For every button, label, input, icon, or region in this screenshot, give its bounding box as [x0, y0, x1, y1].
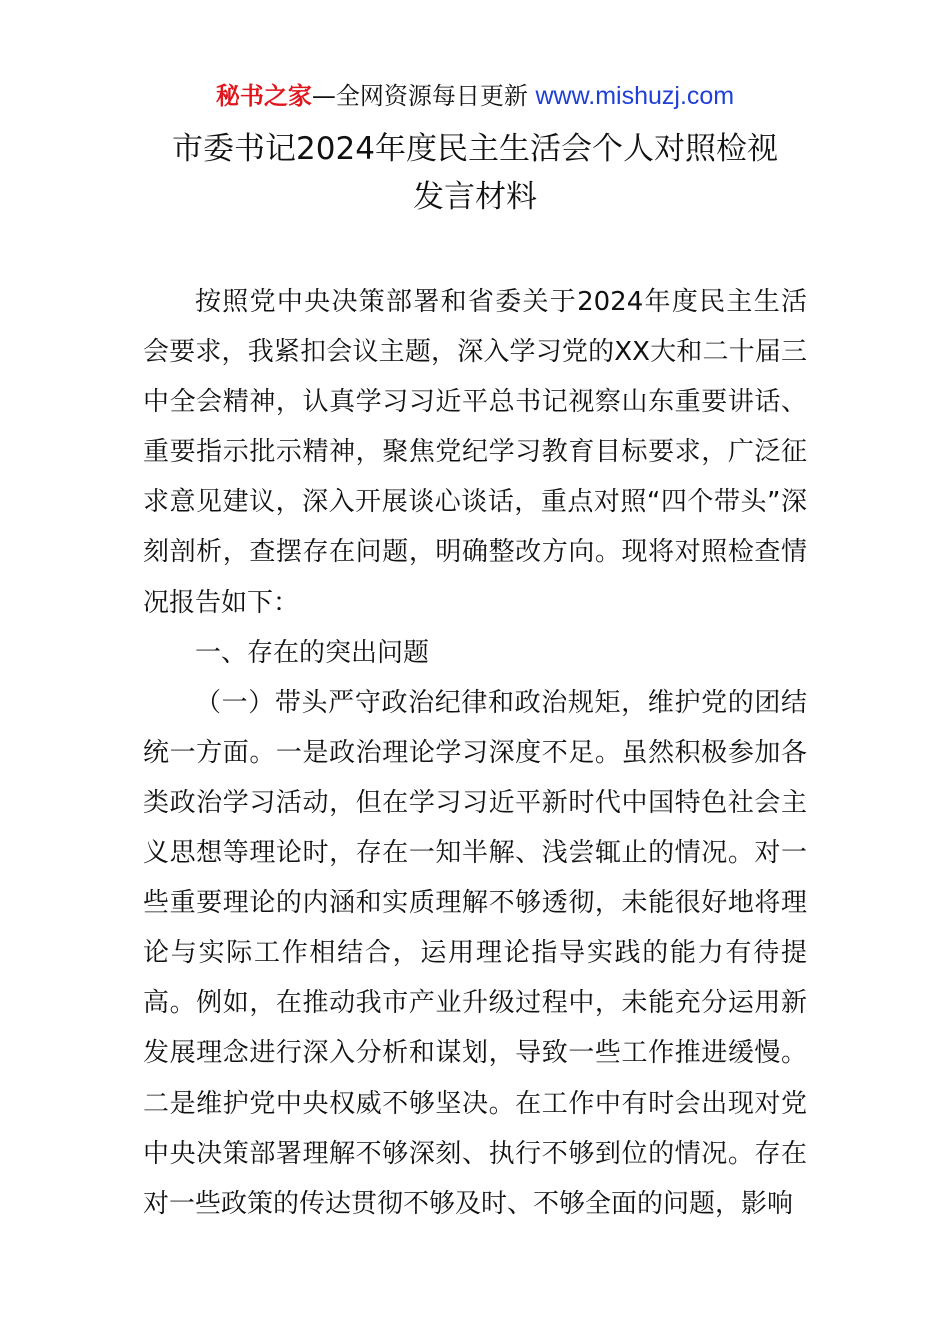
site-header [0, 80, 950, 112]
section-heading-problems: 一、存在的突出问题 [195, 637, 430, 668]
subsection-paragraph-1: （一）带头严守政治纪律和政治规矩，维护党的团结统一方面。一是政治理论学习深度不足。虽然积极参加各类政治学习活动，但在学习习近平新时代中国特色社会主义思想等理论时，存在一知半解、浅尝辄止的情况。对一些重要理论的内涵和实质理解不够透彻，未能很好地将理论与实际工作相结合，运用理论指导实践的能力有待提高。例如，在推动我市产业升级过程中，未能充分运用新发展理念进行深入分析和谋划，导致一些工作推进缓慢。二是维护党中央权威不够坚决。在工作中有时会出现对党中央决策部署理解不够深刻、执行不够到位的情况。存在对一些政策的传达贯彻不够及时、不够全面的问题，影响 [143, 687, 807, 1219]
site-url-link[interactable]: www.mishuzj.com [535, 82, 735, 110]
title-line-1: 市委书记2024年度民主生活会个人对照检视 [172, 131, 778, 167]
header-tagline: —全网资源每日更新 [311, 82, 536, 110]
document-body [143, 277, 807, 1229]
title-line-2: 发言材料 [413, 179, 537, 215]
brand-name: 秘书之家 [215, 82, 312, 110]
intro-paragraph: 按照党中央决策部署和省委关于2024年度民主生活会要求，我紧扣会议主题，深入学习党的XX大和二十届三中全会精神，认真学习习近平总书记视察山东重要讲话、重要指示批示精神，聚焦党纪学习教育目标要求，广泛征求意见建议，深入开展谈心谈话，重点对照“四个带头”深刻剖析，查摆存在问题，明确整改方向。现将对照检查情况报告如下： [143, 287, 807, 618]
document-title [0, 125, 950, 221]
